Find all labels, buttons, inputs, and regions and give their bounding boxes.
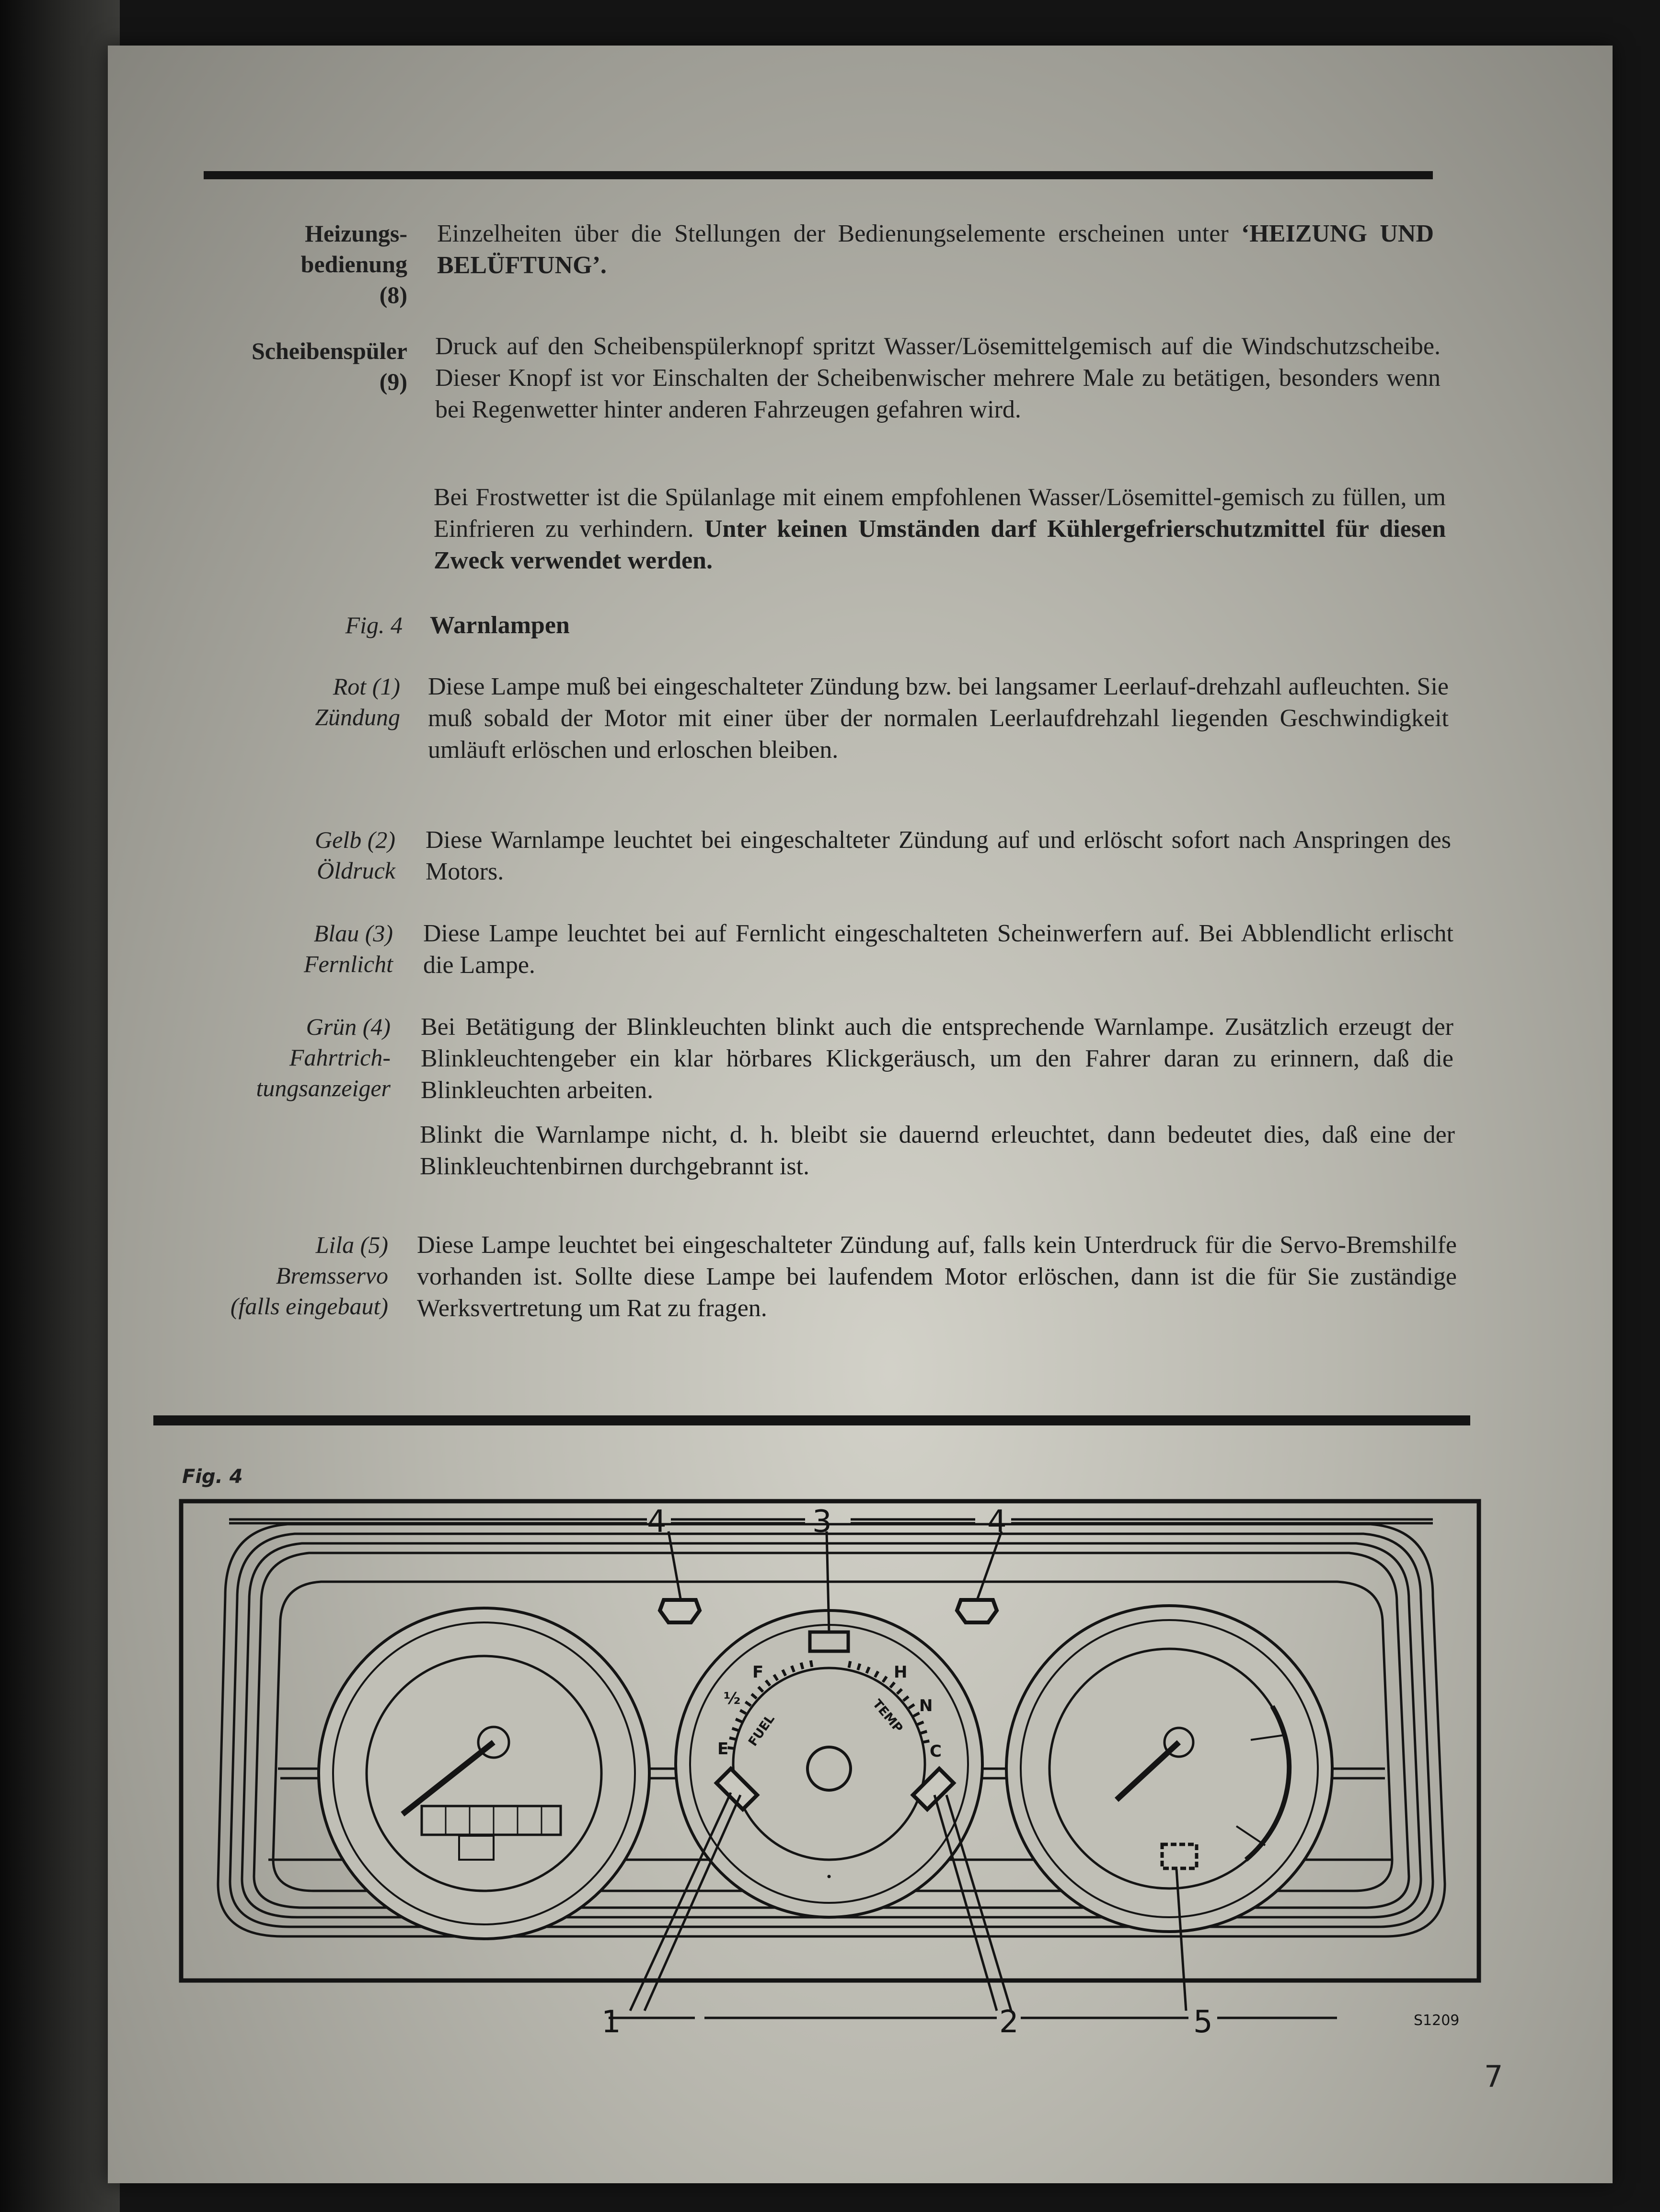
text-rot: Diese Lampe muß bei eingeschalteter Zündung bzw. bei langsamer Leerlauf-drehzahl aufleuchten. Sie muß sobald der Motor mit einer über der normalen Leerlaufdrehzahl liegenden Geschwindigkeit umläuft erlöschen und erloschen bleiben. bbox=[428, 673, 1449, 764]
svg-text:F: F bbox=[752, 1663, 764, 1682]
speedometer bbox=[319, 1608, 649, 1939]
label-gelb: Gelb (2) Öldruck bbox=[315, 826, 395, 884]
label-heizung: Heizungs- bedienung (8) bbox=[300, 220, 407, 308]
callout-3: 3 bbox=[812, 1504, 832, 1540]
text-gruen-2: Blinkt die Warnlampe nicht, d. h. bleibt sie dauernd erleuchtet, dann bedeutet dies, daß eine der Blinkleuchtenbirnen durchgebrannt ist. bbox=[420, 1121, 1455, 1180]
text-blau: Diese Lampe leuchtet bei auf Fernlicht eingeschalteten Scheinwerfern auf. Bei Abblendlicht erlischt die Lampe. bbox=[423, 920, 1453, 979]
tachometer bbox=[1006, 1606, 1332, 1932]
callout-2: 2 bbox=[999, 2004, 1019, 2040]
svg-text:E: E bbox=[717, 1739, 729, 1759]
lamp-indicator-left bbox=[660, 1600, 700, 1622]
lamp-indicator-right bbox=[957, 1600, 997, 1622]
text-gruen: Bei Betätigung der Blinkleuchten blinkt auch die entsprechende Warnlampe. Zusätzlich erzeugt der Blinkleuchtengeber ein klar hörbares Klickgeräusch, um den Fahrer daran zu erinnern, daß die Blinkleuchten arbeiten. bbox=[421, 1013, 1453, 1104]
text-scheibenspueler: Druck auf den Scheibenspülerknopf spritzt Wasser/Lösemittelgemisch auf die Windschutzscheibe. Dieser Knopf ist vor Einschalten der Scheibenwischer mehrere Male zu betätigen, besonders wenn bei Regenwetter hinter anderen Fahrzeugen gefahren wird. bbox=[435, 333, 1441, 423]
callout-4-left: 4 bbox=[647, 1504, 667, 1540]
callout-5: 5 bbox=[1193, 2004, 1213, 2040]
figure-code: S1209 bbox=[1414, 2012, 1460, 2029]
label-gruen: Grün (4) Fahrtrich- tungsanzeiger bbox=[256, 1013, 391, 1101]
label-lila: Lila (5) Bremsservo (falls eingebaut) bbox=[230, 1231, 388, 1320]
label-rot: Rot (1) Zündung bbox=[315, 673, 400, 730]
center-gauge bbox=[676, 1610, 982, 1917]
text-lila: Diese Lampe leuchtet bei eingeschalteter Zündung auf, falls kein Unterdruck für die Servo-Bremshilfe vorhanden ist. Sollte diese Lampe bei laufendem Motor erlöschen, dann ist die für Sie zuständige Werksvertretung um Rat zu fragen. bbox=[417, 1231, 1457, 1322]
svg-text:C: C bbox=[930, 1742, 942, 1761]
callout-4-right: 4 bbox=[987, 1504, 1007, 1540]
page-number: 7 bbox=[1484, 2059, 1503, 2094]
svg-text:H: H bbox=[894, 1663, 908, 1682]
text-frostwetter: Bei Frostwetter ist die Spülanlage mit einem empfohlenen Wasser/Lösemittel-gemisch zu füllen, um Einfrieren zu verhindern. Unter keinen Umständen darf Kühlergefrierschutzmittel für diesen Zweck verwendet werden. bbox=[434, 484, 1446, 574]
label-blau: Blau (3) Fernlicht bbox=[303, 920, 393, 977]
heading-warnlampen: Warnlampen bbox=[430, 612, 570, 639]
text-heizung: Einzelheiten über die Stellungen der Bedienungselemente erscheinen unter ‘HEIZUNG UND BELÜFTUNG’. bbox=[437, 220, 1434, 279]
callout-1: 1 bbox=[601, 2004, 621, 2040]
label-scheibenspueler: Scheibenspüler (9) bbox=[251, 337, 407, 395]
label-fig4: Fig. 4 bbox=[345, 612, 403, 638]
svg-text:N: N bbox=[919, 1696, 933, 1715]
figure-caption: Fig. 4 bbox=[182, 1466, 243, 1488]
text-gelb: Diese Warnlampe leuchtet bei eingeschalteter Zündung auf und erlöscht sofort nach Anspringen des Motors. bbox=[426, 826, 1451, 885]
svg-text:TEMP: TEMP bbox=[869, 1697, 906, 1736]
svg-text:FUEL: FUEL bbox=[746, 1712, 778, 1749]
svg-text:½: ½ bbox=[724, 1689, 741, 1708]
